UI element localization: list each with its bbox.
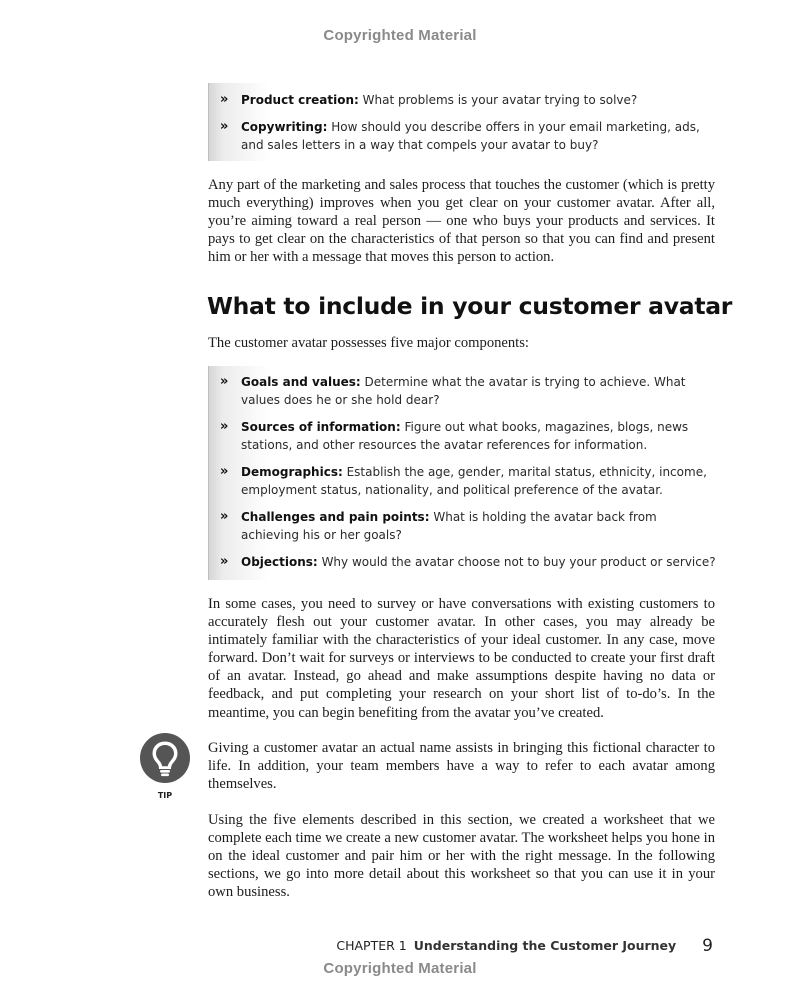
list-item-text: Why would the avatar choose not to buy your product or service? <box>321 555 716 569</box>
list-item-term: Goals and values: <box>241 375 361 389</box>
body-paragraph: In some cases, you need to survey or have conversations with existing customers to accurately flesh out your customer avatar. In other cases, you may already be intimately familiar with the characteristics of your ideal customer. In any case, move forward. Don’t wait for surveys or interviews to be conducted to create your first draft of an avatar. Instead, go ahead and make assumptions despite having no data or feedback, and put completing your research on your short list of to-do’s. In the meantime, you can begin benefiting from the avatar you’ve created. <box>208 596 715 721</box>
lightbulb-icon <box>140 733 190 783</box>
copyright-watermark-bottom: Copyrighted Material <box>323 960 477 977</box>
list-item-term: Copywriting: <box>241 120 328 134</box>
list-item-text: What problems is your avatar trying to solve? <box>362 93 638 107</box>
body-paragraph: Any part of the marketing and sales process that touches the customer (which is pretty much everything) improves when you get clear on your customer avatar. After all, you’re aiming toward a real person — one who buys your products and services. It pays to get clear on the characteristics of that person so that you can find and present him or her with a message that moves this person to action. <box>208 177 715 266</box>
list-item-term: Demographics: <box>241 465 343 479</box>
list-item-term: Objections: <box>241 555 318 569</box>
list-item-text: What is holding the avatar back from achieving his or her goals? <box>241 510 657 542</box>
list-item-text: Figure out what books, magazines, blogs, news stations, and other resources the avatar references for information. <box>241 420 689 452</box>
double-chevron-icon: » <box>220 464 226 479</box>
double-chevron-icon: » <box>220 374 226 389</box>
list-item <box>220 553 718 571</box>
list-item <box>220 463 718 499</box>
section-heading: What to include in your customer avatar <box>207 292 733 320</box>
page-footer <box>336 935 713 955</box>
list-item-text: Determine what the avatar is trying to achieve. What values does he or she hold dear? <box>241 375 686 407</box>
intro-paragraph: The customer avatar possesses five major components: <box>208 335 529 351</box>
double-chevron-icon: » <box>220 419 226 434</box>
chapter-title: Understanding the Customer Journey <box>413 938 677 953</box>
copyright-watermark-top: Copyrighted Material <box>323 27 477 44</box>
body-paragraph: Using the five elements described in this section, we created a worksheet that we complete each time we create a new customer avatar. The worksheet helps you hone in on the ideal customer and pair him or her with the right message. In the following sections, we go into more detail about this worksheet so that you can use it in your own business. <box>208 812 715 901</box>
list-item <box>220 508 718 544</box>
tip-label: TIP <box>157 791 173 800</box>
bullet-list-uses <box>208 83 718 161</box>
double-chevron-icon: » <box>220 119 226 134</box>
list-item-text: How should you describe offers in your email marketing, ads, and sales letters in a way that compels your avatar to buy? <box>241 120 700 152</box>
list-item-term: Sources of information: <box>241 420 401 434</box>
list-item-text: Establish the age, gender, marital status, ethnicity, income, employment status, nationality, and political preference of the avatar. <box>241 465 707 497</box>
list-item-term: Product creation: <box>241 93 359 107</box>
bullet-list-components <box>208 366 718 580</box>
tip-text: Giving a customer avatar an actual name assists in bringing this fictional character to life. In addition, your team members have a way to refer to each avatar among themselves. <box>208 740 715 793</box>
list-item <box>220 118 718 154</box>
double-chevron-icon: » <box>220 509 226 524</box>
list-item <box>220 91 718 109</box>
list-item-term: Challenges and pain points: <box>241 510 430 524</box>
page-number: 9 <box>702 936 713 956</box>
double-chevron-icon: » <box>220 92 226 107</box>
list-item <box>220 373 718 409</box>
chapter-number: CHAPTER 1 <box>336 938 407 953</box>
double-chevron-icon: » <box>220 554 226 569</box>
list-item <box>220 418 718 454</box>
